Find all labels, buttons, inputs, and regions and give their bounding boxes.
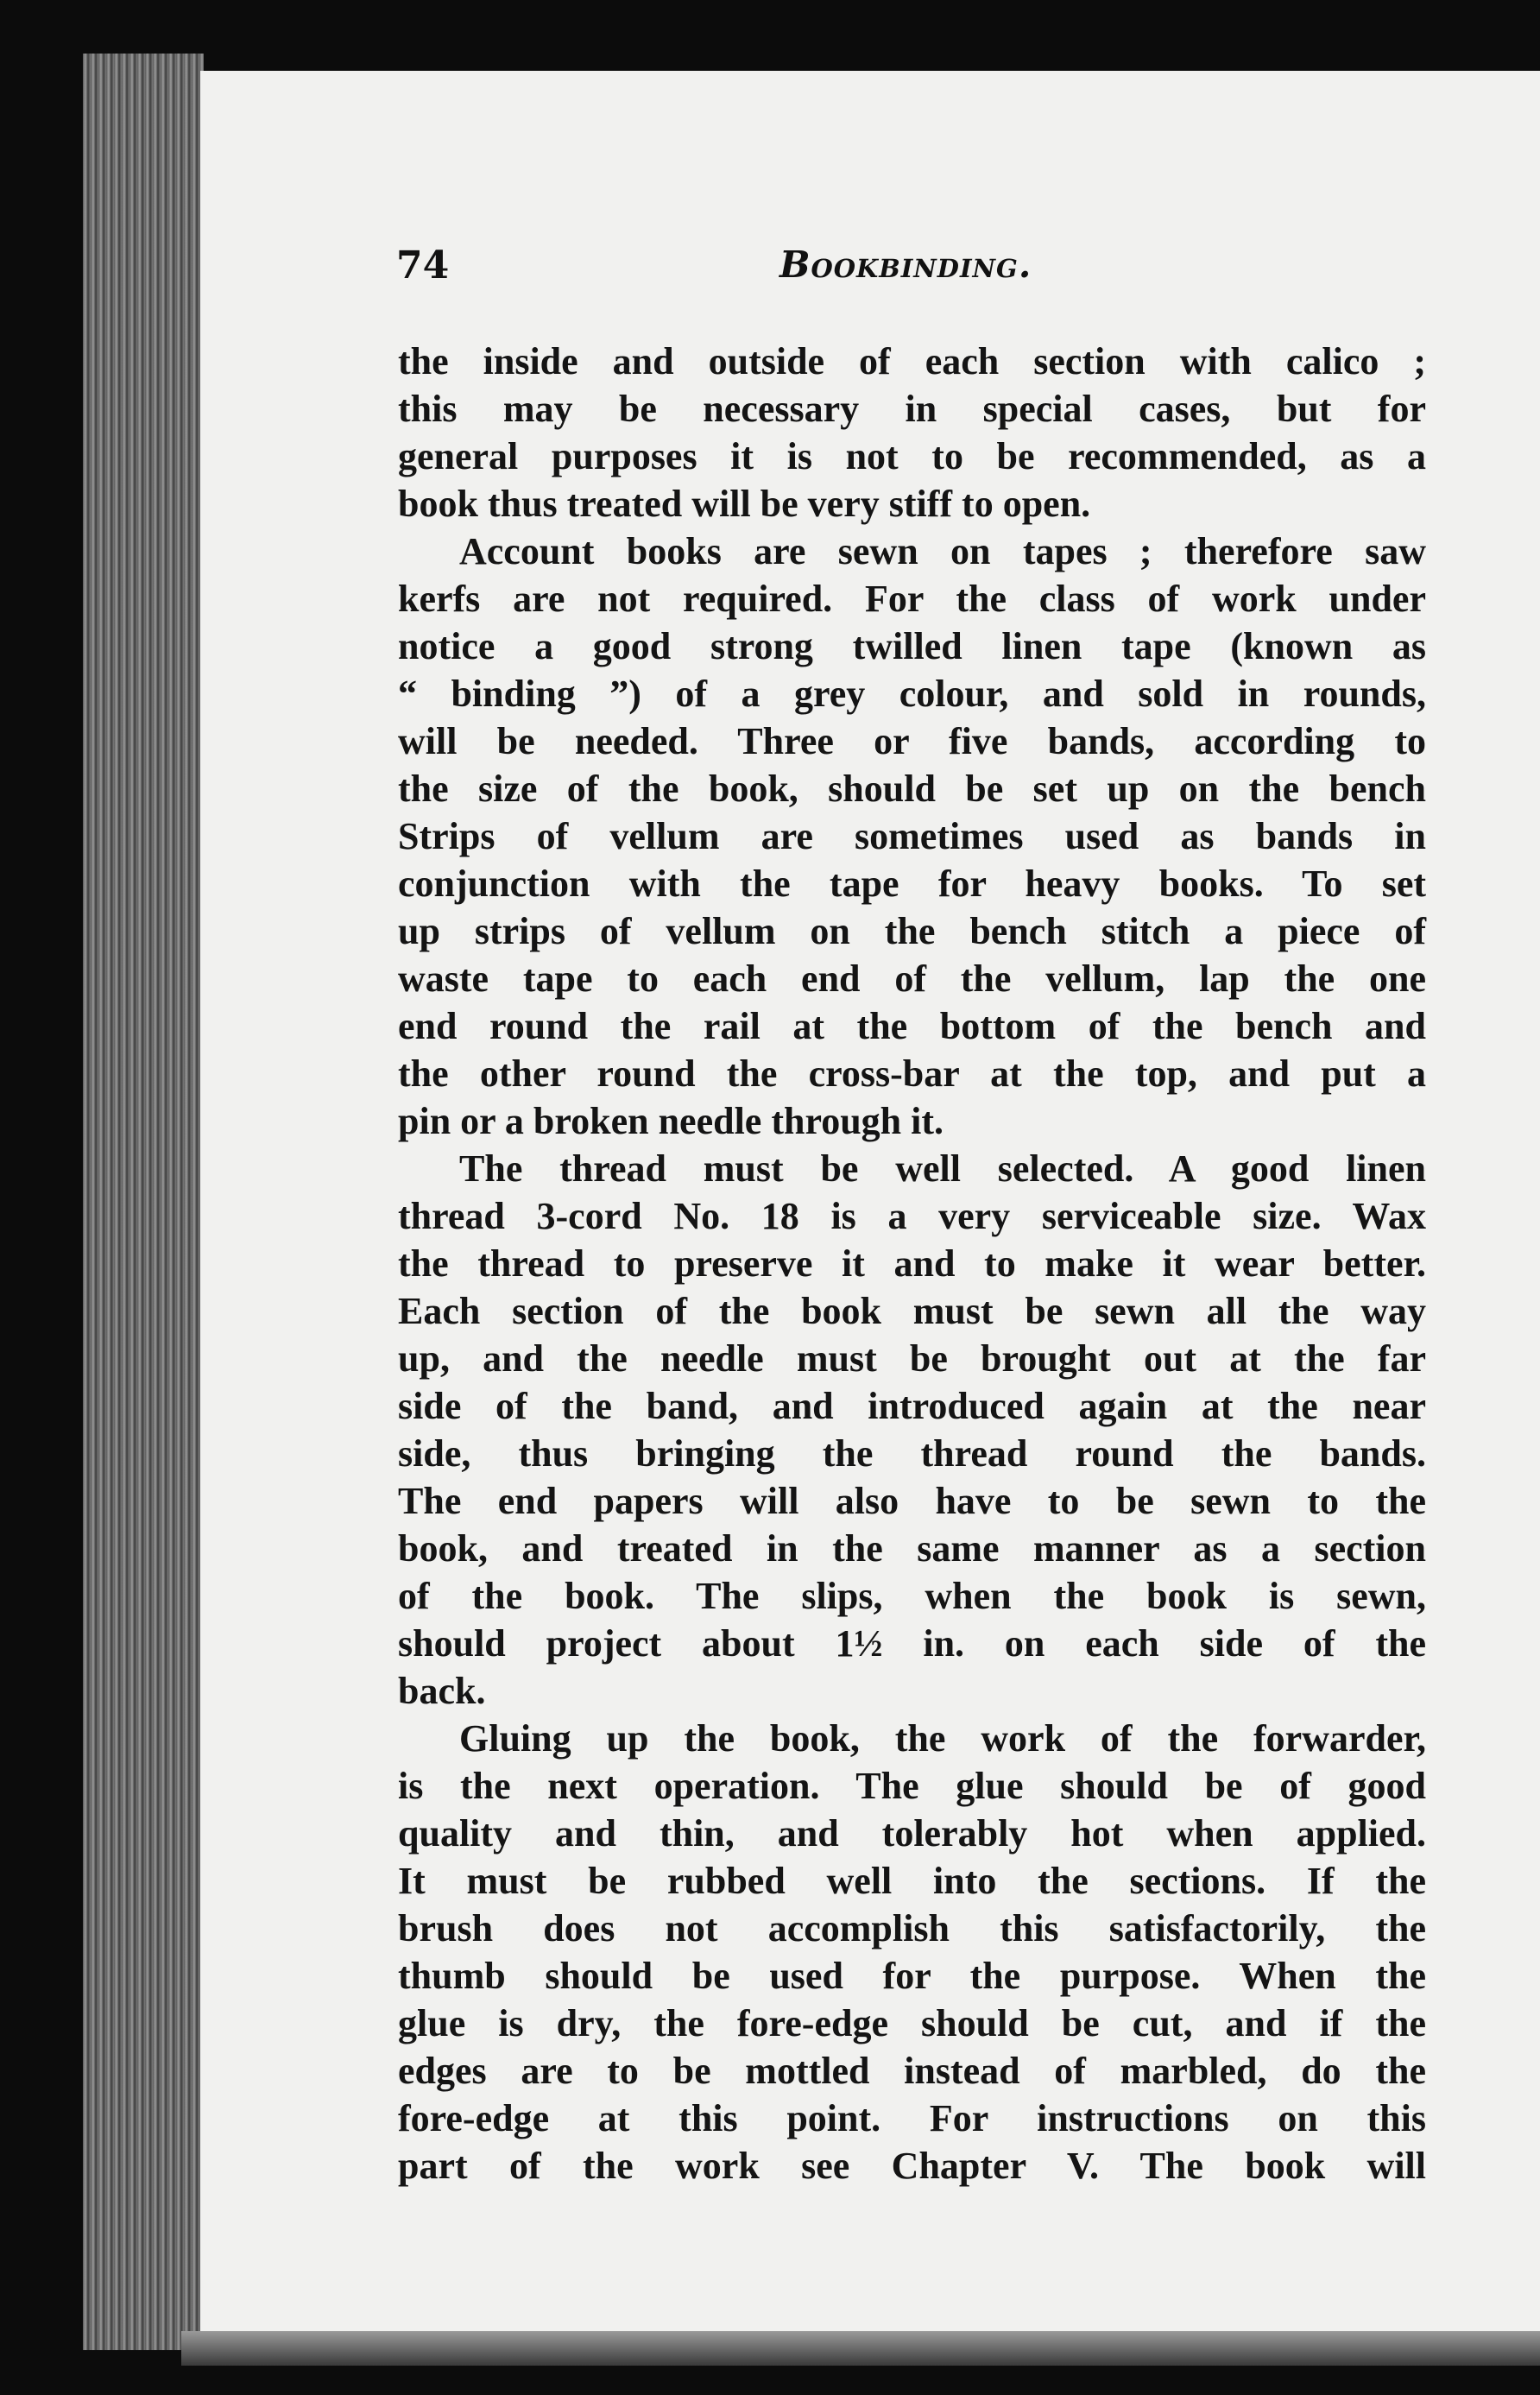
- text-line: glue is dry, the fore-edge should be cut, and if the: [398, 2002, 1426, 2044]
- text-line: side, thus bringing the thread round the bands.: [398, 1432, 1426, 1475]
- book-spine-edge: [83, 54, 204, 2350]
- text-line: end round the rail at the bottom of the bench and: [398, 1005, 1426, 1047]
- text-line: brush does not accomplish this satisfactorily, the: [398, 1907, 1426, 1949]
- text-line: the size of the book, should be set up on the bench: [398, 768, 1426, 810]
- text-line: The end papers will also have to be sewn to the: [398, 1480, 1426, 1522]
- text-line: pin or a broken needle through it.: [398, 1100, 944, 1142]
- text-line: general purposes it is not to be recommended, as a: [398, 435, 1426, 477]
- body-text: [398, 338, 1426, 2190]
- text-line: of the book. The slips, when the book is sewn,: [398, 1575, 1426, 1617]
- text-line: thread 3-cord No. 18 is a very serviceable size. Wax: [398, 1195, 1426, 1237]
- running-head: Bookbinding.: [779, 243, 1032, 286]
- text-line: the thread to preserve it and to make it wear better.: [398, 1242, 1426, 1285]
- text-line: quality and thin, and tolerably hot when applied.: [398, 1812, 1426, 1855]
- text-line: thumb should be used for the purpose. When the: [398, 1955, 1426, 1997]
- text-line: Account books are sewn on tapes ; therefore saw: [459, 530, 1426, 572]
- text-line: should project about 1½ in. on each side of the: [398, 1622, 1426, 1665]
- text-line: this may be necessary in special cases, but for: [398, 388, 1426, 430]
- text-line: kerfs are not required. For the class of work under: [398, 578, 1426, 620]
- text-line: is the next operation. The glue should be of good: [398, 1765, 1426, 1807]
- text-line: book thus treated will be very stiff to open.: [398, 483, 1091, 525]
- text-line: part of the work see Chapter V. The book will: [398, 2145, 1426, 2187]
- text-line: side of the band, and introduced again at the near: [398, 1385, 1426, 1427]
- text-line: the inside and outside of each section with calico ;: [398, 340, 1426, 382]
- text-line: notice a good strong twilled linen tape (known as: [398, 625, 1426, 667]
- text-line: Each section of the book must be sewn all the way: [398, 1290, 1426, 1332]
- text-line: conjunction with the tape for heavy books. To set: [398, 863, 1426, 905]
- text-line: up, and the needle must be brought out at the far: [398, 1337, 1426, 1380]
- text-line: book, and treated in the same manner as a section: [398, 1527, 1426, 1570]
- text-line: Strips of vellum are sometimes used as bands in: [398, 815, 1426, 857]
- text-line: the other round the cross-bar at the top, and put a: [398, 1052, 1426, 1095]
- text-line: Gluing up the book, the work of the forwarder,: [459, 1717, 1426, 1760]
- text-line: will be needed. Three or five bands, according to: [398, 720, 1426, 762]
- text-line: The thread must be well selected. A good linen: [459, 1147, 1426, 1190]
- text-line: back.: [398, 1670, 486, 1712]
- page-bottom-edge: [181, 2331, 1540, 2366]
- page-number: 74: [396, 243, 450, 288]
- text-line: It must be rubbed well into the sections. If the: [398, 1860, 1426, 1902]
- text-line: “ binding ”) of a grey colour, and sold in rounds,: [398, 673, 1426, 715]
- text-line: waste tape to each end of the vellum, lap the one: [398, 957, 1426, 1000]
- text-line: fore-edge at this point. For instructions on this: [398, 2097, 1426, 2139]
- text-line: up strips of vellum on the bench stitch a piece of: [398, 910, 1426, 952]
- text-line: edges are to be mottled instead of marbled, do the: [398, 2050, 1426, 2092]
